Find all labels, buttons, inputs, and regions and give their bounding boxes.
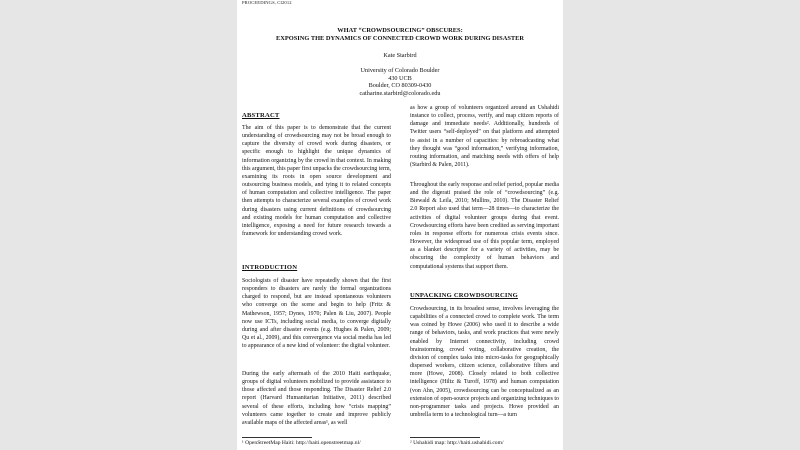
affiliation-university: University of Colorado Boulder xyxy=(360,67,440,74)
author-name: Kate Starbird xyxy=(383,52,417,59)
right-paragraph-2: Throughout the early response and relief period, popular media and the digerati praised the role of “crowdsourcing” (e.g. Biewald & Leila, 2010; Mullins, 2010). The Disaster Relief 2.0 Report also used that term—28 times—to characterize the activities of digital volunteer groups during that event. Crowdsourcing efforts have been credited as serving important roles in response efforts for numerous crisis events since. However, the widespread use of this popular term, employed as a blanket descriptor for a variety of activities, may be obscuring the complexity of human behaviors and computational systems that support them. xyxy=(410,182,560,270)
footnote-1: ¹ OpenStreetMap Haiti: http://haiti.openstreetmap.nl/ xyxy=(242,440,361,446)
introduction-heading: INTRODUCTION xyxy=(242,264,298,271)
paper-page xyxy=(237,0,563,450)
abstract-heading: ABSTRACT xyxy=(242,112,280,119)
affiliation-address: 430 UCB xyxy=(388,74,412,82)
unpacking-heading: UNPACKING CROWDSOURCING xyxy=(410,292,518,299)
abstract-paragraph: The aim of this paper is to demonstrate that the current understanding of crowdsourcing may not be broad enough to capture the diversity of crowd work during disasters, or specific enough to highlight the unique dynamics of information organizing by the crowd in that context. In making this argument, this paper first unpacks the crowdsourcing term, examining its roots in open source development and outsourcing business models, and tying it to related concepts of human computation and collective intelligence. The paper then attempts to characterize several examples of crowd work during disasters using current definitions of crowdsourcing and existing models for human computation and collective intelligence, exposing a need for future research towards a framework for understanding crowd work. xyxy=(242,125,391,238)
running-header: PROCEEDINGS, CI2012 xyxy=(242,0,292,5)
introduction-paragraph-2: During the early aftermath of the 2010 Haiti earthquake, groups of digital volunteers mobilized to provide assistance to those affected and those responding. The Disaster Relief 2.0 report (Harvard Humanitarian Initiative, 2011) described several of these efforts, including how “crisis mapping” volunteers came together to create and improve publicly available maps of the affected areas¹, as well xyxy=(242,371,391,426)
paper-title-line-2: EXPOSING THE DYNAMICS OF CONNECTED CROWD WORK DURING DISASTER xyxy=(275,35,525,42)
affiliation-city: Boulder, CO 80309-0430 xyxy=(368,82,432,89)
footnote-rule-right xyxy=(410,437,480,438)
author-email: catharine.starbird@colorado.edu xyxy=(359,89,441,97)
right-paragraph-3: Crowdsourcing, in its broadest sense, involves leveraging the capabilities of a connected crowd to complete work. The term was coined by Howe (2006) who used it to describe a wide range of behaviors, tasks, and work practices that were newly enabled by Internet connectivity, including crowd brainstorming, crowd voting, collaborative creation, the division of complex tasks into micro-tasks for geographically dispersed workers, citizen science, collaborative filters and more (Howe, 2008). Closely related to both collective intelligence (Hiltz & Turoff, 1978) and human computation (von Ahn, 2005), crowdsourcing can be conceptualized as an extension of open-source projects and organizing techniques to non-programmer tasks and projects. Howe provided an umbrella term to a technological turn—a turn xyxy=(410,306,559,419)
footnote-rule-left xyxy=(242,437,312,438)
footnote-2: ² Ushahidi map: http://haiti.ushahidi.com/ xyxy=(410,440,504,446)
introduction-paragraph-1: Sociologists of disaster have repeatedly shown that the first responders to disasters are rarely the formal organizations charged to respond, but are instead spontaneous volunteers who converge on the scene and begin to help (Fritz & Mathewson, 1957; Dynes, 1970; Palen & Liu, 2007). People now use ICTs, including social media, to converge digitally during and after disaster events (e.g. Hughes & Palen, 2009; Qu et al., 2009), and this convergence via social media has led to appearance of a new kind of volunteer: the digital volunteer. xyxy=(242,278,391,350)
right-paragraph-1: as how a group of volunteers organized around an Ushahidi instance to collect, process, verify, and map citizen reports of damage and immediate needs². Additionally, hundreds of Twitter users “self-deployed” on that platform and attempted to assist in a number of capacities: by rebroadcasting what they thought was “good information,” verifying information, routing information, and matching needs with offers of help (Starbird & Palen, 2011). xyxy=(410,105,559,169)
paper-title-line-1: WHAT “CROWDSOURCING” OBSCURES: xyxy=(337,27,463,34)
